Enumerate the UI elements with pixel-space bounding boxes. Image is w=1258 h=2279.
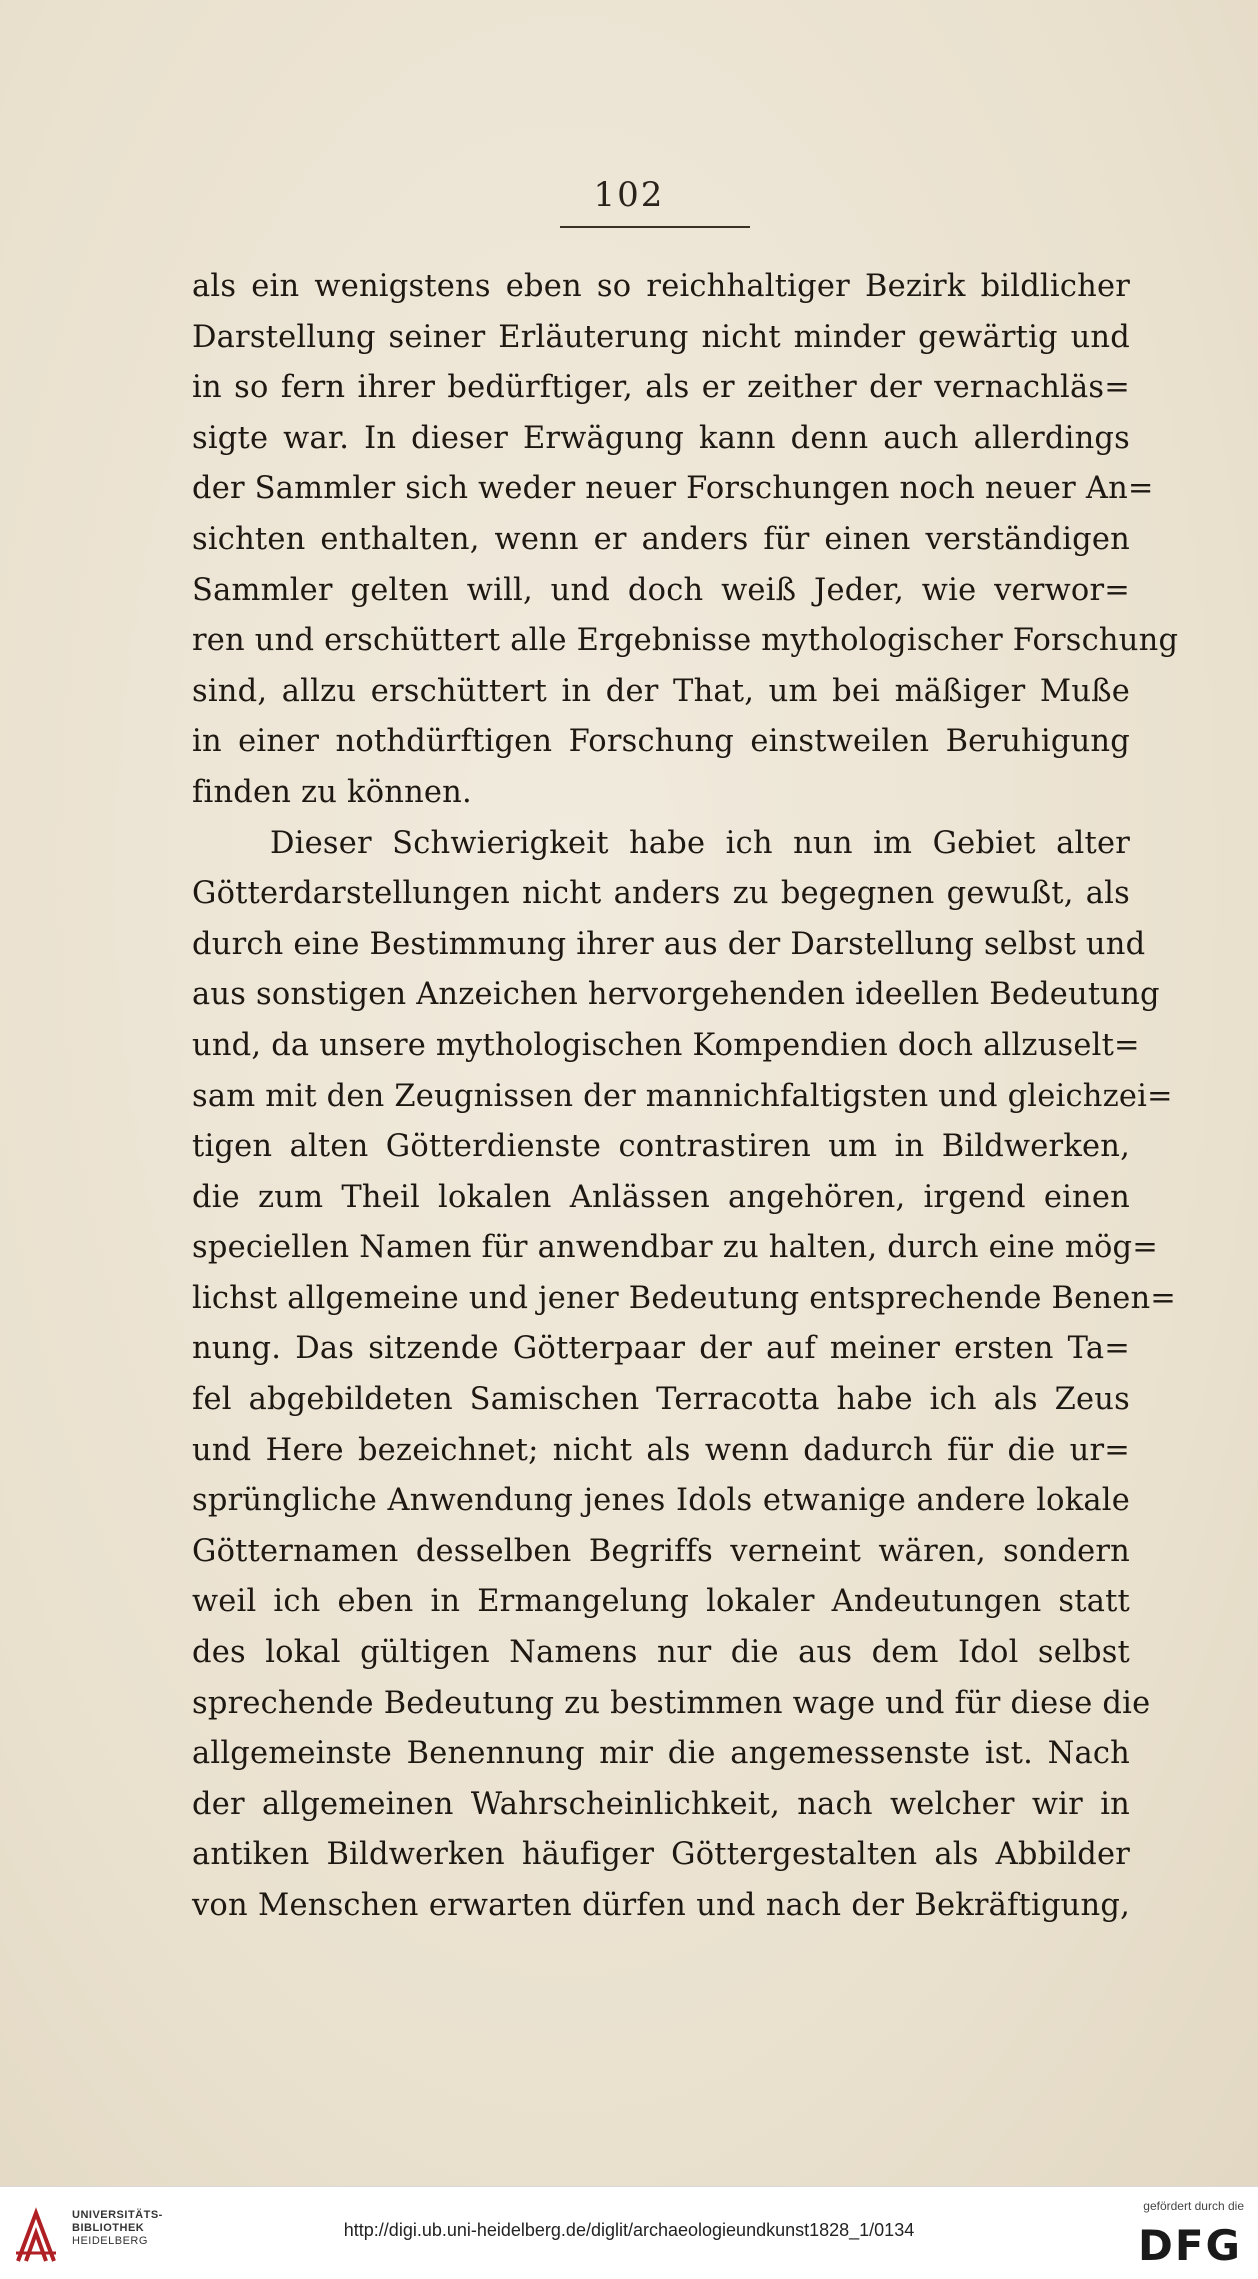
text-line: der allgemeinen Wahrscheinlichkeit, nach welcher wir in — [192, 1786, 1130, 1822]
text-line: ren und erschüttert alle Ergebnisse mythologischer Forschung — [192, 623, 1179, 659]
text-line: der Sammler sich weder neuer Forschungen noch neuer An= — [192, 471, 1154, 507]
text-line: sigte war. In dieser Erwägung kann denn auch allerdings — [192, 420, 1130, 456]
text-line: speciellen Namen für anwendbar zu halten, durch eine mög= — [192, 1230, 1158, 1266]
text-line: weil ich eben in Ermangelung lokaler Andeutungen statt — [192, 1584, 1130, 1620]
text-line: lichst allgemeine und jener Bedeutung entsprechende Benen= — [192, 1280, 1177, 1316]
text-line: Götternamen desselben Begriffs verneint wären, sondern — [192, 1533, 1130, 1569]
permalink-url[interactable]: http://digi.ub.uni-heidelberg.de/diglit/archaeologieundkunst1828_1/0134 — [343, 2220, 915, 2240]
text-line: die zum Theil lokalen Anlässen angehören, irgend einen — [192, 1179, 1130, 1215]
text-line: sprechende Bedeutung zu bestimmen wage und für diese die — [192, 1685, 1151, 1721]
text-line: sam mit den Zeugnissen der mannichfaltigsten und gleichzei= — [192, 1078, 1173, 1114]
text-line: sichten enthalten, wenn er anders für einen verständigen — [192, 521, 1130, 557]
page-number: 102 — [593, 175, 665, 215]
text-line: Sammler gelten will, und doch weiß Jeder, wie verwor= — [192, 572, 1130, 608]
text-line: Götterdarstellungen nicht anders zu begegnen gewußt, als — [192, 876, 1130, 912]
text-line: Darstellung seiner Erläuterung nicht minder gewärtig und — [192, 319, 1130, 355]
text-line: in so fern ihrer bedürftiger, als er zeither der vernachläs= — [192, 370, 1130, 406]
text-line: und, da unsere mythologischen Kompendien doch allzuselt= — [192, 1027, 1140, 1063]
sponsor-caption: gefördert durch die — [1143, 2199, 1244, 2213]
text-line: und Here bezeichnet; nicht als wenn dadurch für die ur= — [192, 1432, 1130, 1468]
text-line: als ein wenigstens eben so reichhaltiger Bezirk bildlicher — [192, 269, 1130, 304]
text-line: fel abgebildeten Samischen Terracotta habe ich als Zeus — [192, 1382, 1130, 1418]
text-line: des lokal gültigen Namens nur die aus dem Idol selbst — [192, 1635, 1130, 1671]
text-line: tigen alten Götterdienste contrastiren um in Bildwerken, — [192, 1129, 1130, 1165]
text-line: allgemeinste Benennung mir die angemessenste ist. Nach — [192, 1736, 1130, 1772]
header-rule — [560, 226, 750, 228]
text-line: aus sonstigen Anzeichen hervorgehenden ideellen Bedeutung — [192, 977, 1160, 1013]
library-name-line-3: HEIDELBERG — [72, 2235, 148, 2247]
dfg-logo: DFG — [1137, 2221, 1242, 2270]
library-name-line-2: BIBLIOTHEK — [72, 2222, 145, 2234]
text-line: sind, allzu erschüttert in der That, um bei mäßiger Muße — [192, 673, 1130, 709]
library-name-line-1: UNIVERSITÄTS- — [72, 2209, 163, 2221]
text-line: finden zu können. — [192, 774, 472, 810]
text-line: nung. Das sitzende Götterpaar der auf meiner ersten Ta= — [192, 1331, 1130, 1367]
text-line: Dieser Schwierigkeit habe ich nun im Gebiet alter — [270, 825, 1130, 861]
text-line: von Menschen erwarten dürfen und nach der Bekräftigung, — [192, 1888, 1130, 1923]
text-line: durch eine Bestimmung ihrer aus der Darstellung selbst und — [192, 926, 1146, 962]
text-line: in einer nothdürftigen Forschung einstweilen Beruhigung — [192, 724, 1130, 760]
text-line: sprüngliche Anwendung jenes Idols etwanige andere lokale — [192, 1483, 1130, 1519]
body-text — [192, 262, 1179, 1932]
text-line: antiken Bildwerken häufiger Göttergestalten als Abbilder — [192, 1837, 1130, 1873]
viewer-footer — [0, 2186, 1258, 2279]
